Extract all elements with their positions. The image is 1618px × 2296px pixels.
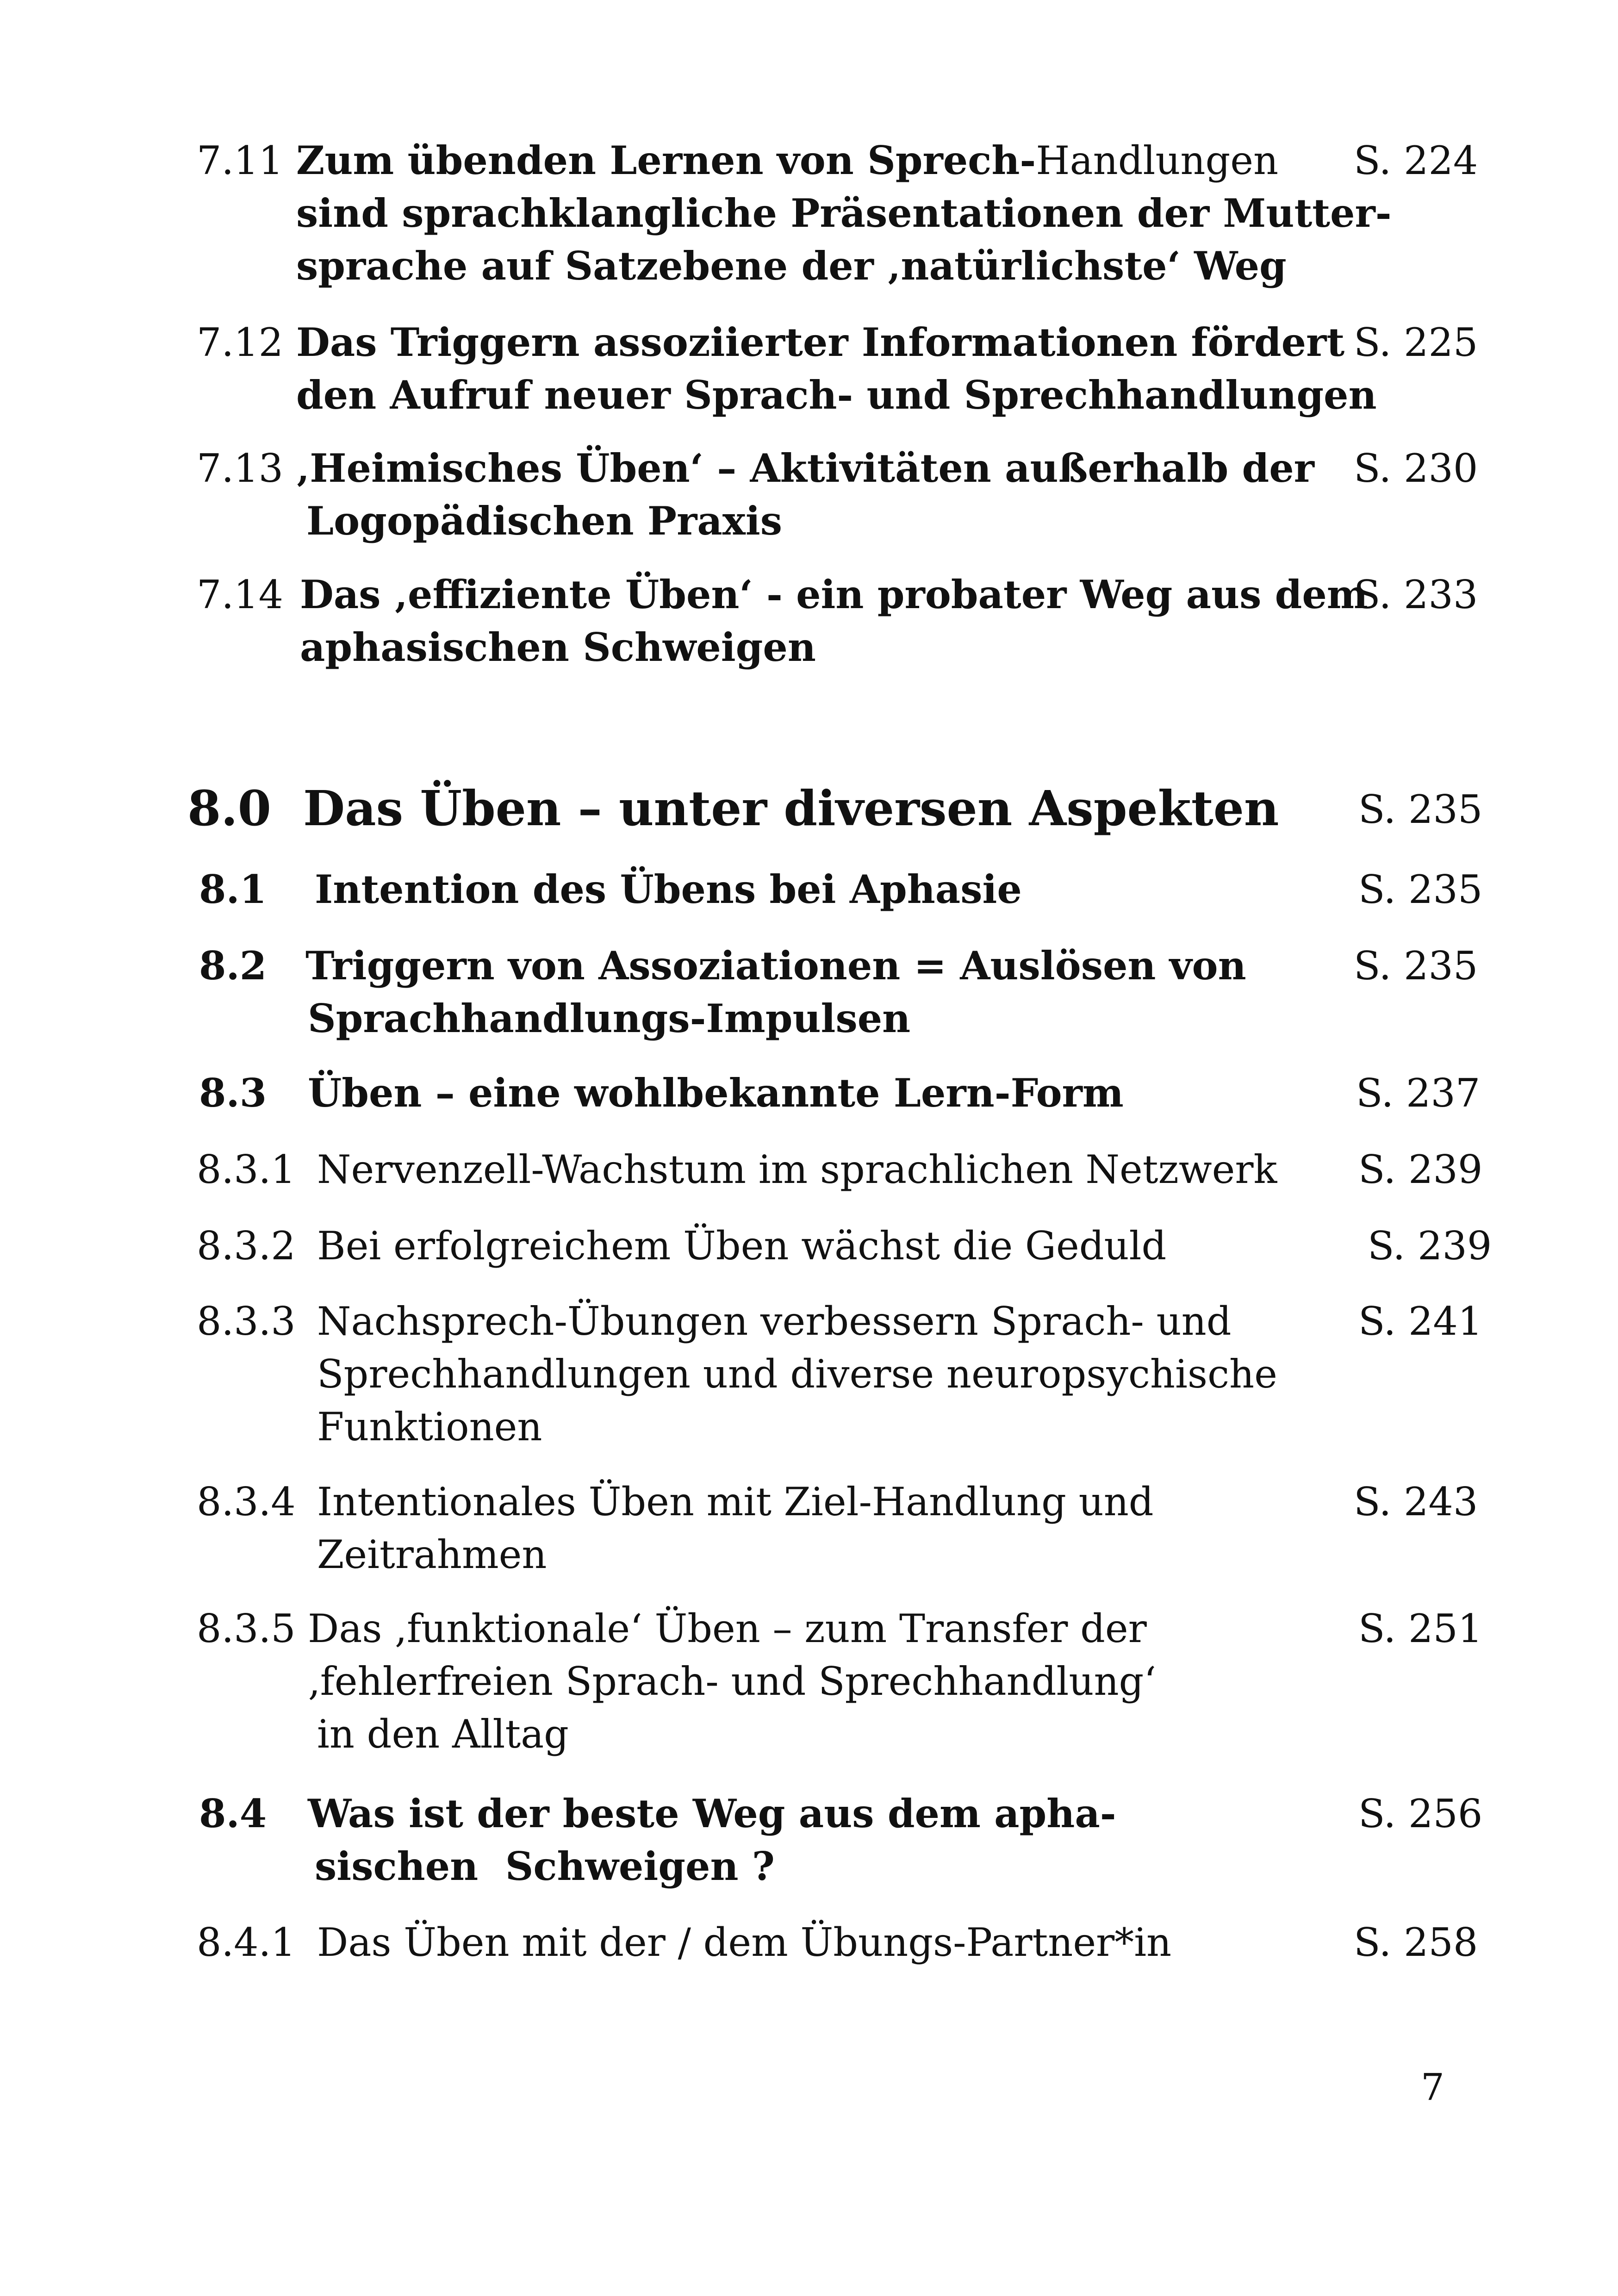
toc-entry-title <box>317 1475 1154 1581</box>
toc-entry-title-line: sischen Schweigen ? <box>315 1843 775 1889</box>
toc-entry-title-line: den Aufruf neuer Sprach- und Sprechhandlungen <box>296 372 1377 418</box>
toc-entry-page: S. 225 <box>1354 320 1478 365</box>
toc-entry-page: S. 243 <box>1354 1479 1478 1524</box>
toc-entry-number: 7.14 <box>197 572 284 617</box>
toc-entry-page: S. 239 <box>1368 1223 1492 1269</box>
toc-entry-number: 7.12 <box>197 320 284 365</box>
toc-entry-title <box>308 1602 1156 1761</box>
toc-entry-number: 7.13 <box>197 446 284 491</box>
toc-entry-number: 7.11 <box>197 138 284 183</box>
toc-entry-page: S. 251 <box>1358 1606 1483 1651</box>
toc-entry-number: 8.3.5 <box>197 1606 296 1651</box>
toc-entry-title-line: Das ‚effiziente Üben‘ - ein probater Weg aus dem <box>300 572 1368 617</box>
toc-entry-title-bold: Zum übenden Lernen von Sprech- <box>296 137 1036 183</box>
toc-entry-page: S. 258 <box>1354 1920 1478 1965</box>
toc-entry-title-line: Was ist der beste Weg aus dem apha- <box>308 1791 1116 1836</box>
toc-entry-title-line: Das Triggern assoziierter Informationen fördert <box>296 319 1345 365</box>
toc-entry-number: 8.1 <box>199 866 267 912</box>
toc-entry-page: S. 235 <box>1354 943 1478 989</box>
toc-entry-page: S. 239 <box>1358 1147 1483 1192</box>
toc-entry-title <box>308 1067 1124 1120</box>
toc-entry-title-line: Intention des Übens bei Aphasie <box>315 866 1022 912</box>
toc-entry-title-line: Sprachhandlungs-Impulsen <box>308 996 911 1041</box>
toc-entry-title <box>296 134 1392 292</box>
toc-entry-page: S. 233 <box>1354 572 1478 617</box>
toc-entry-title <box>317 1143 1277 1196</box>
toc-entry-title <box>296 442 1314 548</box>
toc-chapter-title <box>303 778 1279 839</box>
toc-entry-title-line: Üben – eine wohlbekannte Lern-Form <box>308 1070 1124 1116</box>
toc-entry-title-line: sprache auf Satzebene der ‚natürlichste‘ Weg <box>296 243 1287 289</box>
toc-entry-title <box>317 1220 1166 1272</box>
toc-entry-page: S. 230 <box>1354 446 1478 491</box>
toc-entry-number: 8.2 <box>199 943 267 989</box>
toc-entry-title-line: Sprechhandlungen und diverse neuropsychische <box>317 1351 1277 1397</box>
toc-entry-title-line: Nachsprech-Übungen verbessern Sprach- und <box>317 1299 1232 1344</box>
toc-entry-title-line: sind sprachklangliche Präsentationen der Mutter- <box>296 190 1392 236</box>
toc-entry-title-regular: Handlungen <box>1036 138 1279 183</box>
toc-entry-title-line: Triggern von Assoziationen = Auslösen von <box>305 943 1246 989</box>
toc-entry-page: S. 256 <box>1358 1791 1483 1836</box>
toc-entry-title <box>300 568 1368 674</box>
toc-entry-title-line: ‚Heimisches Üben‘ – Aktivitäten außerhalb der <box>296 445 1314 491</box>
toc-entry-title-line: Das Üben mit der / dem Übungs-Partner*in <box>317 1920 1172 1965</box>
toc-entry-number: 8.3.2 <box>197 1223 296 1269</box>
toc-entry-title-line: Nervenzell-Wachstum im sprachlichen Netzwerk <box>317 1147 1277 1192</box>
toc-chapter-number: 8.0 <box>187 780 271 837</box>
toc-entry-title-line: Intentionales Üben mit Ziel-Handlung und <box>317 1479 1154 1524</box>
toc-entry-title-line: aphasischen Schweigen <box>300 624 816 670</box>
toc-entry-page: S. 224 <box>1354 138 1478 183</box>
toc-entry-title <box>308 1787 1116 1893</box>
toc-entry-title-line: Bei erfolgreichem Üben wächst die Geduld <box>317 1223 1167 1269</box>
toc-entry-page: S. 241 <box>1358 1299 1483 1344</box>
toc-entry-title <box>315 863 1022 916</box>
toc-entry-title <box>296 316 1377 422</box>
toc-entry-title <box>305 940 1246 1045</box>
toc-entry-title <box>317 1295 1277 1453</box>
toc-entry-page: S. 235 <box>1358 787 1483 832</box>
toc-entry-number: 8.3 <box>199 1070 267 1116</box>
toc-entry-title-line: Zeitrahmen <box>317 1532 547 1577</box>
toc-entry-title-line: Funktionen <box>317 1404 542 1450</box>
toc-chapter-title-line: Das Üben – unter diversen Aspekten <box>303 780 1279 837</box>
toc-entry-number: 8.3.3 <box>197 1299 296 1344</box>
toc-entry-title-line: in den Alltag <box>317 1711 569 1757</box>
toc-entry-number: 8.4 <box>199 1791 267 1836</box>
toc-entry-number: 8.3.4 <box>197 1479 296 1524</box>
page-number: 7 <box>1421 2066 1444 2109</box>
toc-entry-title-line: Logopädischen Praxis <box>306 498 783 544</box>
toc-entry-title-line: Das ‚funktionale‘ Üben – zum Transfer der <box>308 1606 1147 1651</box>
toc-entry-page: S. 235 <box>1358 867 1483 912</box>
toc-entry-title-line: ‚fehlerfreien Sprach- und Sprechhandlung‘ <box>308 1659 1157 1704</box>
toc-entry-title <box>317 1916 1171 1969</box>
toc-entry-page: S. 237 <box>1356 1070 1481 1116</box>
toc-entry-number: 8.3.1 <box>197 1147 296 1192</box>
toc-entry-number: 8.4.1 <box>197 1920 296 1965</box>
